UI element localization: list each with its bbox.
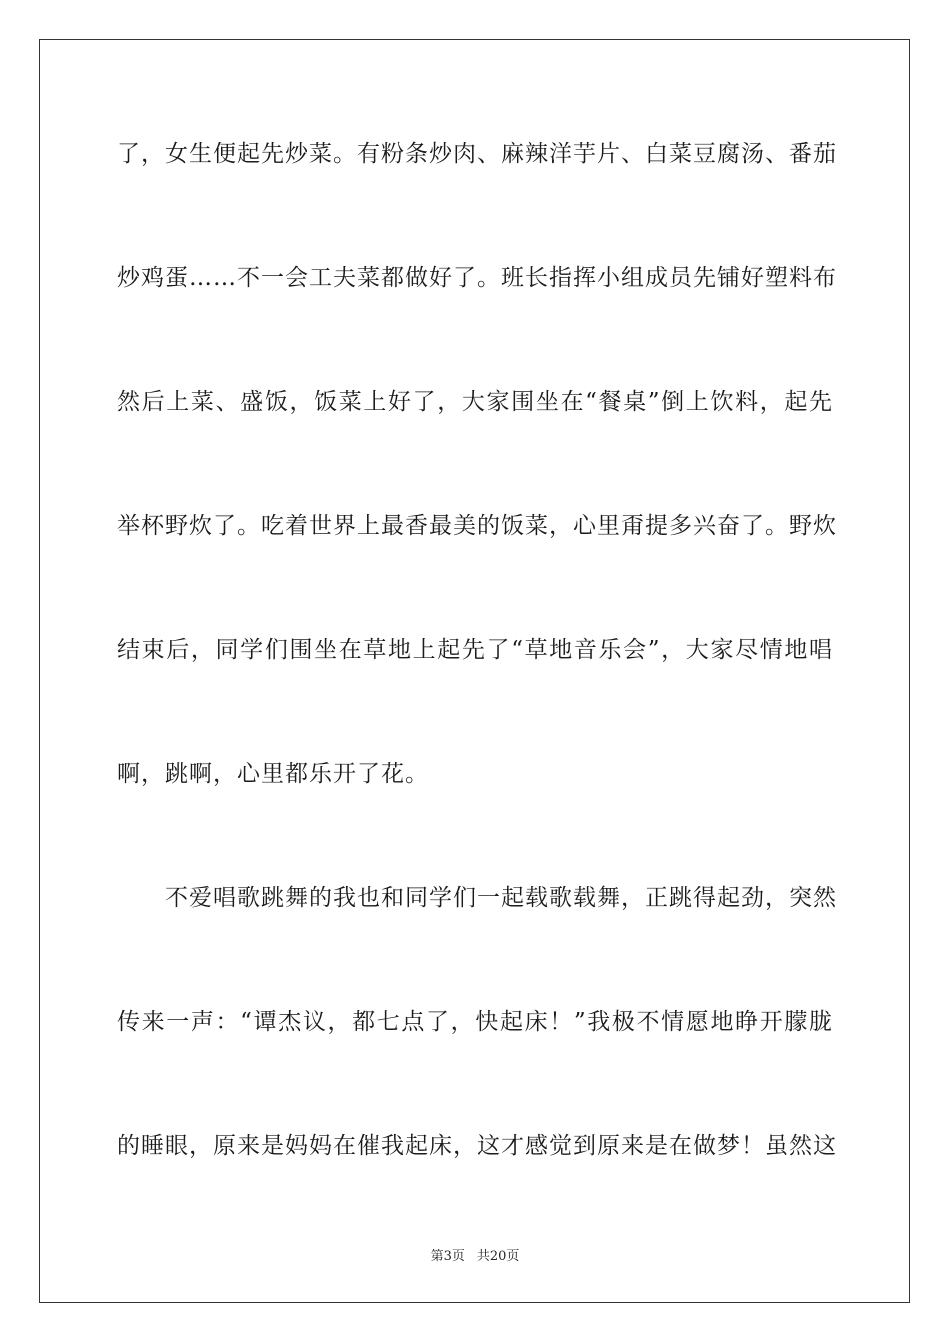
total-pages: 共20页 <box>476 1249 520 1264</box>
paragraph-line-last: 啊，跳啊，心里都乐开了花。 <box>117 761 429 787</box>
page-footer <box>0 1248 950 1266</box>
paragraph-line: 传来一声：“谭杰议，都七点了，快起床！”我极不情愿地睁开朦胧 <box>117 1009 833 1035</box>
paragraph-line: 炒鸡蛋……不一会工夫菜都做好了。班长指挥小组成员先铺好塑料布 <box>117 265 837 291</box>
paragraph-line: 的睡眼，原来是妈妈在催我起床，这才感觉到原来是在做梦！虽然这 <box>117 1133 837 1159</box>
paragraph-line-indented: 不爱唱歌跳舞的我也和同学们一起载歌载舞，正跳得起劲，突然 <box>117 885 837 911</box>
page-border <box>39 39 910 1303</box>
paragraph-line: 了，女生便起先炒菜。有粉条炒肉、麻辣洋芋片、白菜豆腐汤、番茄 <box>117 141 837 167</box>
page-number: 第3页 <box>430 1249 465 1264</box>
paragraph-line: 结束后，同学们围坐在草地上起先了“草地音乐会”，大家尽情地唱 <box>117 637 833 663</box>
paragraph-line: 然后上菜、盛饭，饭菜上好了，大家围坐在“餐桌”倒上饮料，起先 <box>117 389 833 415</box>
paragraph-line: 举杯野炊了。吃着世界上最香最美的饭菜，心里甭提多兴奋了。野炊 <box>117 513 837 539</box>
